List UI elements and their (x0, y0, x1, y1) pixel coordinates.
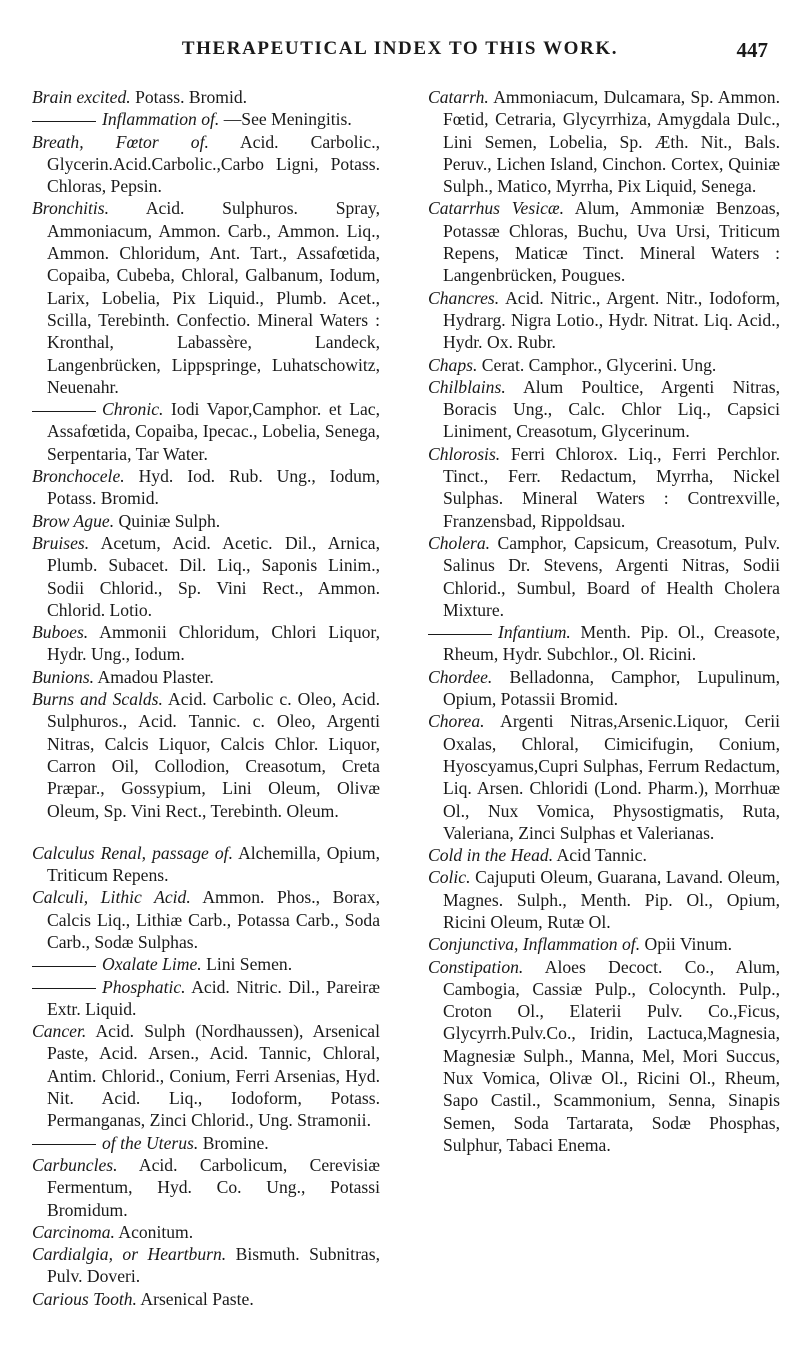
index-remedies: Cajuputi Oleum, Guarana, Lavand. Oleum, Magnes. Sulph., Menth. Pip. Ol., Opium, Ricini Oleum, Rutæ Ol. (443, 867, 780, 932)
index-entry (32, 108, 380, 130)
index-entry (32, 131, 380, 198)
index-term: Carcinoma. (32, 1221, 115, 1242)
index-entry (32, 1132, 380, 1154)
index-term: Bunions. (32, 666, 95, 687)
index-term: Conjunctiva, Inflammation of. (428, 934, 641, 955)
index-remedies: Acid. Nitric., Argent. Nitr., Iodoform, Hydrarg. Nigra Lotio., Hydr. Nitrat. Liq. Acid., Hydr. Ox. Rubr. (443, 287, 780, 353)
index-entry (428, 710, 780, 844)
index-remedies: Hyd. Iod. Rub. Ung., Iodum, Potass. Bromid. (47, 466, 380, 509)
index-remedies: Alum Poultice, Argenti Nitras, Boracis Ung., Calc. Chlor Liq., Capsici Liniment, Creasotum, Glycerinum. (443, 376, 780, 442)
index-entry (428, 443, 780, 532)
ditto-dash (32, 1144, 96, 1145)
index-entry (32, 1221, 380, 1243)
left-column (32, 86, 380, 1310)
index-entry (32, 86, 380, 108)
index-remedies: Acid Tannic. (556, 845, 647, 866)
index-term: Chaps. (428, 354, 478, 375)
index-entry (32, 1243, 380, 1288)
index-remedies: Acid. Sulphuros. Spray, Ammoniacum, Ammon. Carb., Ammon. Liq., Ammon. Chloridum, Ant. Tart., Assafœtida, Copaiba, Cubeba, Chloral, Galbanum, Iodum, Larix, Lobelia, Pix Liquid., Plumb. Acet., Scilla, Terebinth. Confectio. Mineral Waters : Kronthal, Labassère, Landeck, Langenbrücken, Lippspringe, Luhatschowitz, Neuenahr. (47, 198, 380, 397)
index-term: Chordee. (428, 666, 493, 687)
index-remedies: Cerat. Camphor., Glycerini. Ung. (481, 354, 717, 375)
index-remedies: Aloes Decoct. Co., Alum, Cambogia, Cassiæ Pulp., Colocynth. Pulp., Croton Ol., Elaterii Pulv. Co.,Ficus, Glycyrrh.Pulv.Co., Iridin, Lactuca,Magnesia, Magnesiæ Sulph., Manna, Mel, Mori Succus, Nux Vomica, Olivæ Ol., Ricini Ol., Rheum, Sapo Castil., Scammonium, Senna, Sinapis Semen, Soda Tartarata, Sodæ Phosphas, Sulphur, Tabaci Enema. (443, 956, 780, 1155)
index-remedies: Acid. Carbolicum, Cerevisiæ Fermentum, Hyd. Co. Ung., Potassi Bromidum. (47, 1154, 380, 1220)
index-term: Burns and Scalds. (32, 689, 163, 710)
index-term: Inflammation of. (102, 109, 220, 130)
index-entry (32, 953, 380, 975)
right-column (428, 86, 780, 1156)
index-remedies: Opii Vinum. (644, 934, 733, 955)
index-term: Catarrhus Vesicæ. (428, 198, 565, 219)
index-entry (32, 398, 380, 465)
index-remedies: Iodi Vapor,Camphor. et Lac, Assafœtida, Copaiba, Ipecac., Lobelia, Senega, Serpentaria, Tar Water. (47, 399, 380, 464)
index-term: Oxalate Lime. (102, 954, 202, 975)
index-remedies: Potass. Bromid. (135, 87, 248, 107)
index-entry (32, 621, 380, 666)
index-remedies: Argenti Nitras,Arsenic.Liquor, Cerii Oxalas, Chloral, Cimicifugin, Conium, Hyoscyamus,Cupri Sulphas, Ferrum Redactum, Liq. Arsen. Chloridi (Lond. Pharm.), Morrhuæ Ol., Nux Vomica, Physostigmatis, Ruta, Valeriana, Zinci Sulphas et Valerianas. (443, 711, 780, 843)
index-remedies: Aconitum. (118, 1221, 194, 1242)
index-term: Bronchocele. (32, 466, 125, 487)
index-term: Buboes. (32, 622, 89, 643)
index-entry (428, 354, 780, 376)
index-entry (32, 842, 380, 887)
index-entry (32, 666, 380, 688)
index-entry (32, 1288, 380, 1310)
index-term: Carious Tooth. (32, 1288, 137, 1309)
index-entry (428, 866, 780, 933)
index-entry (32, 197, 380, 398)
index-remedies: Menth. Pip. Ol., Creasote, Rheum, Hydr. Subchlor., Ol. Ricini. (443, 622, 780, 665)
index-term: Constipation. (428, 956, 524, 977)
index-term: Brain excited. (32, 87, 131, 107)
index-entry (32, 976, 380, 1021)
index-remedies: Lini Semen. (206, 954, 293, 975)
index-remedies: Arsenical Paste. (140, 1288, 254, 1309)
index-remedies: Bromine. (202, 1132, 269, 1153)
index-entry (428, 532, 780, 621)
index-entry (428, 376, 780, 443)
index-term: Brow Ague. (32, 510, 115, 531)
index-term: Calculus Renal, passage of. (32, 842, 233, 863)
index-term: Chronic. (102, 399, 164, 420)
ditto-dash (32, 121, 96, 122)
index-entry (428, 621, 780, 666)
index-entry (32, 886, 380, 953)
index-remedies: Bismuth. Subnitras, Pulv. Doveri. (47, 1244, 380, 1287)
running-head (0, 38, 800, 68)
index-term: Phosphatic. (102, 976, 186, 997)
index-term: Bronchitis. (32, 198, 110, 219)
index-remedies: Acid. Nitric. Dil., Pareiræ Extr. Liquid. (47, 976, 380, 1019)
index-remedies: Alchemilla, Opium, Triticum Repens. (47, 842, 380, 886)
index-remedies: Amadou Plaster. (97, 666, 214, 687)
index-remedies: Alum, Ammoniæ Benzoas, Potassæ Chloras, Buchu, Uva Ursi, Triticum Repens, Maticæ Tinct. Mineral Waters : Langenbrücken, Pougues. (443, 198, 780, 286)
index-entry (32, 532, 380, 621)
ditto-dash (32, 966, 96, 967)
index-remedies: Acid. Carbolic., Glycerin.Acid.Carbolic.,Carbo Ligni, Potass. Chloras, Pepsin. (47, 131, 380, 197)
index-entry (32, 465, 380, 510)
index-entry (428, 287, 780, 354)
index-entry (428, 844, 780, 866)
index-term: Bruises. (32, 532, 90, 553)
index-remedies: Acetum, Acid. Acetic. Dil., Arnica, Plumb. Subacet. Dil. Liq., Saponis Linim., Sodii Chlorid., Sp. Vini Rect., Ammon. Chlorid. Lotio. (47, 532, 380, 620)
index-term: Cold in the Head. (428, 845, 554, 866)
index-entry (428, 197, 780, 286)
index-remedies: Quiniæ Sulph. (118, 510, 221, 531)
index-term: Chilblains. (428, 376, 506, 397)
index-term: Cholera. (428, 532, 491, 553)
ditto-dash (428, 634, 492, 635)
index-remedies: Belladonna, Camphor, Lupulinum, Opium, Potassii Bromid. (443, 666, 780, 710)
index-remedies: Acid. Carbolic c. Oleo, Acid. Sulphuros., Acid. Tannic. c. Oleo, Argenti Nitras, Calcis Liquor, Calcis Chlor. Liquor, Carron Oil, Collodion, Creasotum, Creta Præpar., Gossypium, Lini Oleum, Olivæ Oleum, Sp. Vini Rect., Terebinth. Oleum. (47, 689, 380, 821)
index-term: Chorea. (428, 711, 485, 732)
index-term: Chlorosis. (428, 443, 501, 464)
index-remedies: Ferri Chlorox. Liq., Ferri Perchlor. Tinct., Ferr. Redactum, Myrrha, Nickel Sulphas. Mineral Waters : Contrexville, Franzensbad, Rippoldsau. (443, 443, 780, 531)
running-title: THERAPEUTICAL INDEX TO THIS WORK. (181, 38, 619, 59)
index-entry (428, 956, 780, 1157)
index-entry (32, 1020, 380, 1131)
index-remedies: Acid. Sulph (Nordhaussen), Arsenical Paste, Acid. Arsen., Acid. Tannic, Chloral, Antim. Chlorid., Conium, Ferri Arsenias, Hyd. Nit. Acid. Liq., Iodoform, Potass. Permanganas, Zinci Chlorid., Ung. Stramonii. (47, 1021, 380, 1131)
index-term: Cardialgia, or Heartburn. (32, 1244, 227, 1265)
index-term: Infantium. (498, 622, 571, 643)
index-term: Calculi, Lithic Acid. (32, 887, 191, 908)
ditto-dash (32, 411, 96, 412)
index-remedies: Ammoniacum, Dulcamara, Sp. Ammon. Fœtid, Cetraria, Glycyrrhiza, Amygdala Dulc., Lini Semen, Lobelia, Sp. Æth. Nit., Bals. Peruv., Lichen Island, Cinchon. Cortex, Quiniæ Sulph., Matico, Myrrha, Pix Liquid, Senega. (443, 87, 780, 197)
index-entry (32, 1154, 380, 1221)
ditto-dash (32, 988, 96, 989)
index-remedies: Camphor, Capsicum, Creasotum, Pulv. Salinus Dr. Stevens, Argenti Nitras, Sodii Chlorid., Sumbul, Board of Health Cholera Mixture. (443, 532, 781, 620)
index-entry (32, 688, 380, 822)
index-entry (428, 933, 780, 955)
index-term: Catarrh. (428, 87, 489, 107)
index-remedies: Ammonii Chloridum, Chlori Liquor, Hydr. Ung., Iodum. (47, 622, 380, 665)
index-term: Cancer. (32, 1021, 87, 1042)
index-term: of the Uterus. (102, 1132, 199, 1153)
index-entry (428, 86, 780, 197)
page-number: 447 (736, 38, 768, 62)
index-term: Chancres. (428, 287, 500, 308)
index-remedies: Ammon. Phos., Borax, Calcis Liq., Lithiæ Carb., Potassa Carb., Soda Carb., Sodæ Sulphas. (47, 887, 380, 952)
index-term: Colic. (428, 867, 471, 888)
index-term: Carbuncles. (32, 1154, 118, 1175)
index-entry (32, 510, 380, 532)
index-entry (428, 666, 780, 711)
index-term: Breath, Fœtor of. (32, 131, 209, 152)
index-remedies: —See Meningitis. (223, 109, 352, 130)
